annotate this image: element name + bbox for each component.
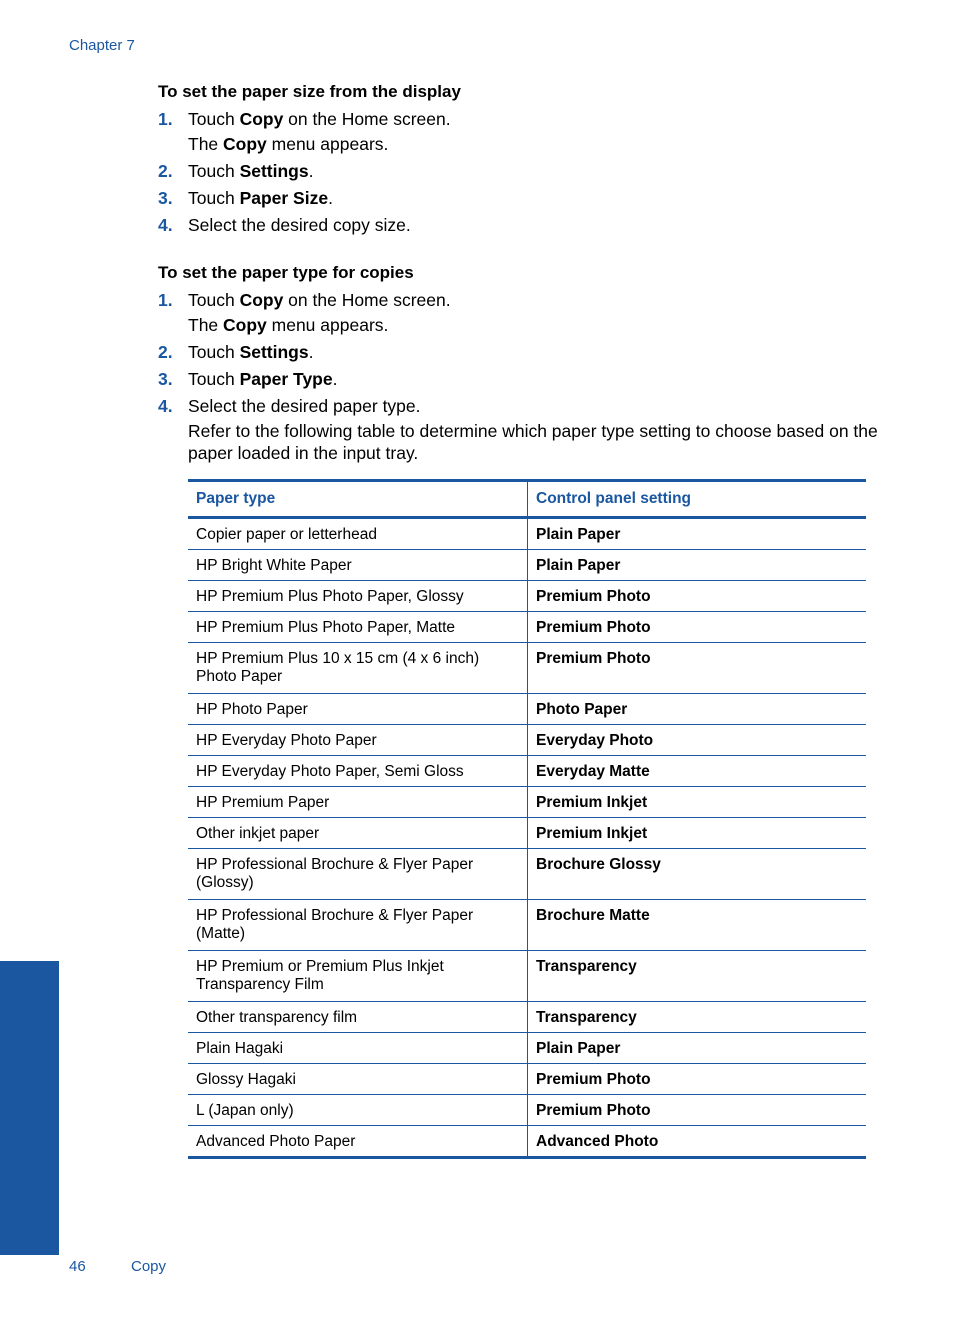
step-bold: Copy [239,290,284,310]
step-number: 4. [158,215,173,235]
step-text: on the Home screen. [283,290,451,310]
step-item [158,213,878,238]
step-text: Touch [188,109,240,129]
setting-cell: Premium Photo [528,1064,867,1095]
setting-cell: Premium Inkjet [528,787,867,818]
setting-cell: Advanced Photo [528,1126,867,1158]
table-header-row [188,481,866,518]
column-header-control-panel-setting: Control panel setting [528,481,867,518]
setting-cell: Everyday Matte [528,756,867,787]
footer-title: Copy [131,1258,167,1275]
setting-cell: Brochure Glossy [528,849,867,900]
paper-type-table [188,479,866,1159]
step-bold: Paper Type [239,369,333,389]
table-row [188,756,866,787]
setting-cell: Plain Paper [528,1033,867,1064]
step-text: Touch [188,342,240,362]
table-row [188,1064,866,1095]
table-row [188,643,866,694]
paper-type-cell: HP Professional Brochure & Flyer Paper (Matte) [188,900,528,951]
step-item [158,340,878,365]
paper-type-cell: HP Premium Paper [188,787,528,818]
step-bold: Copy [239,109,284,129]
section-paper-size [158,81,878,240]
paper-type-cell: Other inkjet paper [188,818,528,849]
table-row [188,518,866,550]
paper-type-cell: Other transparency film [188,1002,528,1033]
paper-type-cell: Glossy Hagaki [188,1064,528,1095]
table-row [188,1002,866,1033]
step-item [158,159,878,184]
step-number: 2. [158,161,173,181]
table-row [188,849,866,900]
step-number: 2. [158,342,173,362]
table-row [188,818,866,849]
table-row [188,1126,866,1158]
step-bold: Paper Size [239,188,329,208]
paper-type-cell: HP Photo Paper [188,694,528,725]
step-number: 4. [158,396,173,416]
page-number: 46 [69,1258,86,1275]
step-item [158,288,878,338]
step-text: Select the desired paper type. [188,396,421,416]
paper-type-cell: HP Everyday Photo Paper, Semi Gloss [188,756,528,787]
paper-type-cell: Advanced Photo Paper [188,1126,528,1158]
step-text: Touch [188,369,240,389]
setting-cell: Photo Paper [528,694,867,725]
paper-type-cell: HP Premium Plus Photo Paper, Glossy [188,581,528,612]
side-tab-label: Copy [58,1187,75,1225]
setting-cell: Premium Inkjet [528,818,867,849]
table-row [188,581,866,612]
paper-type-cell: L (Japan only) [188,1095,528,1126]
paper-type-cell: Plain Hagaki [188,1033,528,1064]
step-bold: Settings [239,342,309,362]
setting-cell: Plain Paper [528,518,867,550]
step-text: . [332,369,338,389]
section-heading: To set the paper type for copies [158,263,414,282]
step-note: Refer to the following table to determine which paper type setting to choose based on the paper loaded in the input tray. [188,421,878,463]
step-number: 3. [158,188,173,208]
step-text: Touch [188,290,240,310]
section-paper-type [158,262,878,466]
chapter-side-tab [0,961,75,1255]
column-header-paper-type: Paper type [188,481,528,518]
chapter-label: Chapter 7 [69,37,135,54]
step-text: . [308,161,314,181]
paper-type-cell: HP Professional Brochure & Flyer Paper (Glossy) [188,849,528,900]
paper-type-cell: HP Premium Plus Photo Paper, Matte [188,612,528,643]
paper-type-cell: HP Premium Plus 10 x 15 cm (4 x 6 inch) Photo Paper [188,643,528,694]
step-item [158,394,878,464]
table-row [188,694,866,725]
table-row [188,1033,866,1064]
paper-type-cell: Copier paper or letterhead [188,518,528,550]
step-result: The Copy menu appears. [188,315,389,335]
table-row [188,550,866,581]
step-item [158,107,878,157]
paper-type-cell: HP Bright White Paper [188,550,528,581]
step-text: . [308,342,314,362]
setting-cell: Premium Photo [528,612,867,643]
setting-cell: Brochure Matte [528,900,867,951]
step-number: 1. [158,290,173,310]
setting-cell: Transparency [528,951,867,1002]
step-item [158,186,878,211]
step-number: 1. [158,109,173,129]
step-text: on the Home screen. [283,109,451,129]
step-text: Select the desired copy size. [188,215,411,235]
step-text: Touch [188,161,240,181]
setting-cell: Premium Photo [528,1095,867,1126]
step-bold: Settings [239,161,309,181]
paper-type-cell: HP Everyday Photo Paper [188,725,528,756]
table-row [188,900,866,951]
setting-cell: Premium Photo [528,581,867,612]
setting-cell: Everyday Photo [528,725,867,756]
step-text: . [328,188,333,208]
setting-cell: Plain Paper [528,550,867,581]
paper-type-cell: HP Premium or Premium Plus Inkjet Transparency Film [188,951,528,1002]
table-row [188,787,866,818]
table-row [188,951,866,1002]
step-number: 3. [158,369,173,389]
setting-cell: Premium Photo [528,643,867,694]
step-result: The Copy menu appears. [188,134,389,154]
table-row [188,725,866,756]
table-row [188,612,866,643]
table-row [188,1095,866,1126]
step-text: Touch [188,188,240,208]
setting-cell: Transparency [528,1002,867,1033]
step-item [158,367,878,392]
section-heading: To set the paper size from the display [158,82,461,101]
